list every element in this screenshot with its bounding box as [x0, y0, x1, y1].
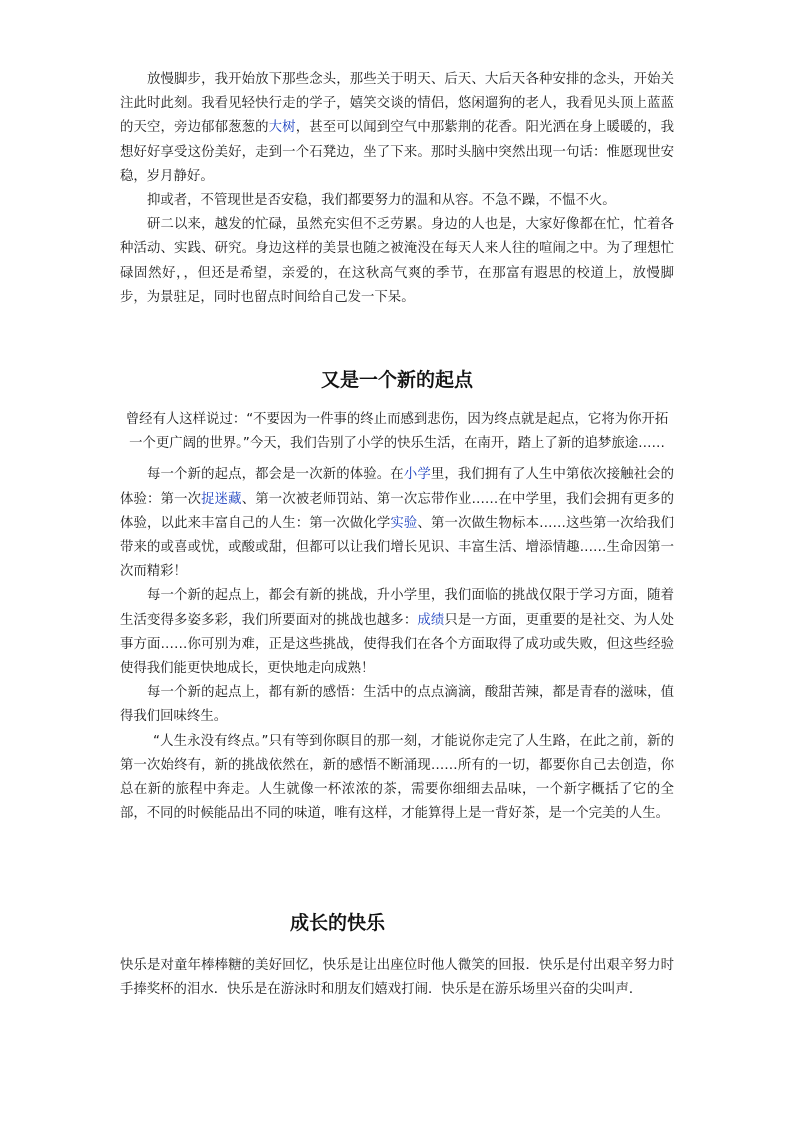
- quote-paragraph: 曾经有人这样说过：“不要因为一件事的终止而感到悲伤，因为终点就是起点，它将为你开拓一个更广阔的世界。”今天，我们告别了小学的快乐生活，在南开，踏上了新的追梦旅途……: [125, 412, 669, 452]
- text: 、第一次被老师罚站、第一次忘带作业……在中学里，我们会拥有更多的体验，以此来丰富自己的人生：第一次做化学: [120, 491, 675, 531]
- text: 里，我们拥有了人生中第依次接触社会的体验：第一次: [120, 467, 675, 507]
- text: 、第一次做生物标本……这些第一次给我们带来的或喜或忧，或酸或甜，但都可以让我们增长见识、丰富生活、增添情趣……生命因第一次而精彩！: [120, 515, 675, 580]
- section-new-start: [120, 408, 674, 826]
- text: 每一个新的起点上，都会有新的挑战，升小学里，我们面临的挑战仅限于学习方面，随着生活变得多姿多彩，我们所要面对的挑战也越多：: [120, 588, 674, 628]
- paragraph: 每一个新的起点上，都有新的感悟：生活中的点点滴滴，酸甜苦辣，都是青春的滋味，值得我们回味终生。: [120, 685, 674, 725]
- paragraph: 研二以来，越发的忙碌，虽然充实但不乏劳累。身边的人也是，大家好像都在忙，忙着各种活动、实践、研究。身边这样的美景也随之被淹没在每天人来人往的喧闹之中。为了理想忙碌固然好，，但还是希望，亲爱的，在这秋高气爽的季节，在那富有遐思的校道上，放慢脚步，为景驻足，同时也留点时间给自己发一下呆。: [120, 217, 674, 305]
- paragraph: 抑或者，不管现世是否安稳，我们都要努力的温和从容。不急不躁，不愠不火。: [147, 193, 616, 209]
- paragraph: [120, 463, 674, 584]
- section-growth-joy: [120, 954, 674, 1002]
- section-heading: 成长的快乐: [290, 912, 386, 934]
- paragraph: “人生永没有终点。”只有等到你瞑目的那一刻，才能说你走完了人生路，在此之前，新的第一次始终有，新的挑战依然在，新的感悟不断涌现……所有的一切，都要你自己去创造，你总在新的旅程中奔走。人生就像一杯浓浓的茶，需要你细细去品味，一个新字概括了它的全部，不同的时候能品出不同的味道，唯有这样，才能算得上是一背好茶，是一个完美的人生。: [120, 733, 674, 822]
- text: 放慢脚步，我开始放下那些念头，那些关于明天、后天、大后天各种安排的念头，开始关注此时此刻。我看见轻快行走的学子，嬉笑交谈的情侣，悠闲遛狗的老人，我看见头顶上蓝蓝的天空，旁边郁郁葱葱的: [120, 72, 674, 136]
- paragraph: [120, 68, 674, 189]
- paragraph: 快乐是对童年棒棒糖的美好回忆，快乐是让出座位时他人微笑的回报．快乐是付出艰辛努力时手捧奖杯的泪水．快乐是在游泳时和朋友们嬉戏打闹．快乐是在游乐场里兴奋的尖叫声．: [120, 958, 674, 998]
- link-primary-school[interactable]: 小学: [403, 467, 431, 483]
- link-big-tree[interactable]: 大树: [268, 120, 296, 136]
- section-leisure: [120, 68, 674, 310]
- paragraph: [120, 584, 674, 681]
- text: ，甚至可以闻到空气中那紫荆的花香。阳光洒在身上暖暖的，我想好好享受这份美好，走到一个石凳边，坐了下来。那时头脑中突然出现一句话：惟愿现世安稳，岁月静好。: [120, 120, 675, 184]
- section-heading: 又是一个新的起点: [320, 369, 473, 391]
- text: 每一个新的起点，都会是一次新的体验。在: [147, 467, 404, 483]
- link-hide-and-seek[interactable]: 捉迷藏: [201, 491, 242, 507]
- link-experiment[interactable]: 实验: [390, 515, 418, 531]
- text: 只是一方面，更重要的是社交、为人处事方面……你可别为难，正是这些挑战，使得我们在各个方面取得了成功或失败，但这些经验使得我们能更快地成长，更快地走向成熟！: [120, 612, 675, 677]
- link-grades[interactable]: 成绩: [417, 612, 445, 628]
